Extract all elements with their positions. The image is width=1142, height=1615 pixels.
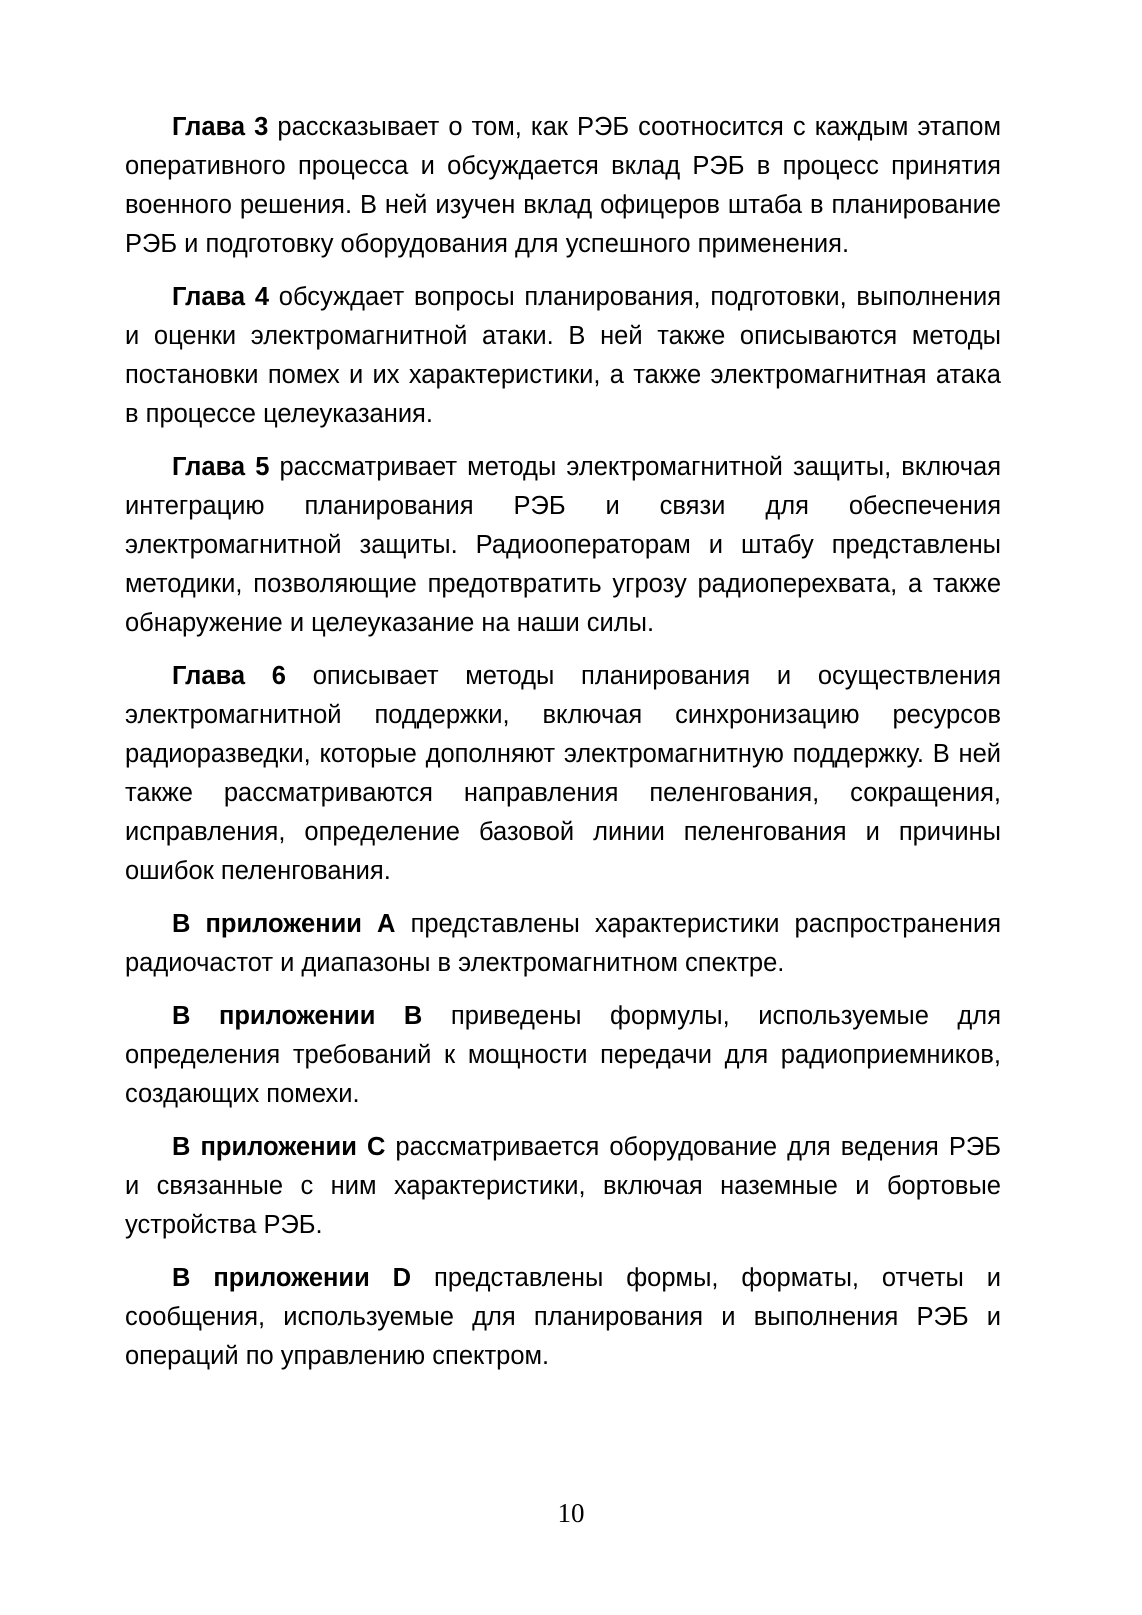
paragraph-chapter-4	[125, 278, 1001, 434]
page-number: 10	[557, 1498, 585, 1528]
body-text-column	[125, 108, 1001, 1376]
paragraph-chapter-5	[125, 448, 1001, 643]
paragraph-body-appendix-b: приведены формулы, используемые для определения требований к мощности передачи для радиоприемников, создающих помехи.	[125, 1002, 1001, 1108]
paragraph-lead-appendix-c: В приложении C	[172, 1133, 386, 1161]
paragraph-lead-appendix-b: В приложении B	[172, 1002, 423, 1030]
paragraph-chapter-3	[125, 108, 1001, 264]
paragraph-body-chapter-6: описывает методы планирования и осуществления электромагнитной поддержки, включая синхронизацию ресурсов радиоразведки, которые дополняют электромагнитную поддержку. В ней также рассматриваются направления пеленгования, сокращения, исправления, определение базовой линии пеленгования и причины ошибок пеленгования.	[125, 662, 1001, 885]
paragraph-appendix-a	[125, 905, 1001, 983]
paragraph-body-chapter-5: рассматривает методы электромагнитной защиты, включая интеграцию планирования РЭБ и связи для обеспечения электромагнитной защиты. Радиооператорам и штабу представлены методики, позволяющие предотвратить угрозу радиоперехвата, а также обнаружение и целеуказание на наши силы.	[125, 453, 1002, 637]
paragraph-lead-appendix-a: В приложении A	[172, 910, 396, 938]
paragraph-body-chapter-4: обсуждает вопросы планирования, подготовки, выполнения и оценки электромагнитной атаки. В ней также описываются методы постановки помех и их характеристики, а также электромагнитная атака в процессе целеуказания.	[125, 283, 1001, 428]
paragraph-appendix-d	[125, 1259, 1001, 1376]
paragraph-appendix-b	[125, 997, 1001, 1114]
paragraph-chapter-6	[125, 657, 1001, 891]
paragraph-body-appendix-d: представлены формы, форматы, отчеты и сообщения, используемые для планирования и выполнения РЭБ и операций по управлению спектром.	[125, 1264, 1001, 1370]
paragraph-lead-chapter-5: Глава 5	[172, 453, 270, 481]
paragraph-lead-chapter-6: Глава 6	[172, 662, 286, 690]
paragraph-lead-chapter-4: Глава 4	[172, 283, 270, 311]
paragraph-body-appendix-c: рассматривается оборудование для ведения РЭБ и связанные с ним характеристики, включая наземные и бортовые устройства РЭБ.	[125, 1133, 1001, 1239]
paragraph-appendix-c	[125, 1128, 1001, 1245]
paragraph-body-appendix-a: представлены характеристики распространения радиочастот и диапазоны в электромагнитном спектре.	[125, 910, 1002, 977]
paragraph-lead-chapter-3: Глава 3	[172, 113, 269, 141]
paragraph-body-chapter-3: рассказывает о том, как РЭБ соотносится с каждым этапом оперативного процесса и обсуждается вклад РЭБ в процесс принятия военного решения. В ней изучен вклад офицеров штаба в планирование РЭБ и подготовку оборудования для успешного применения.	[125, 113, 1001, 258]
paragraph-lead-appendix-d: В приложении D	[172, 1264, 412, 1292]
